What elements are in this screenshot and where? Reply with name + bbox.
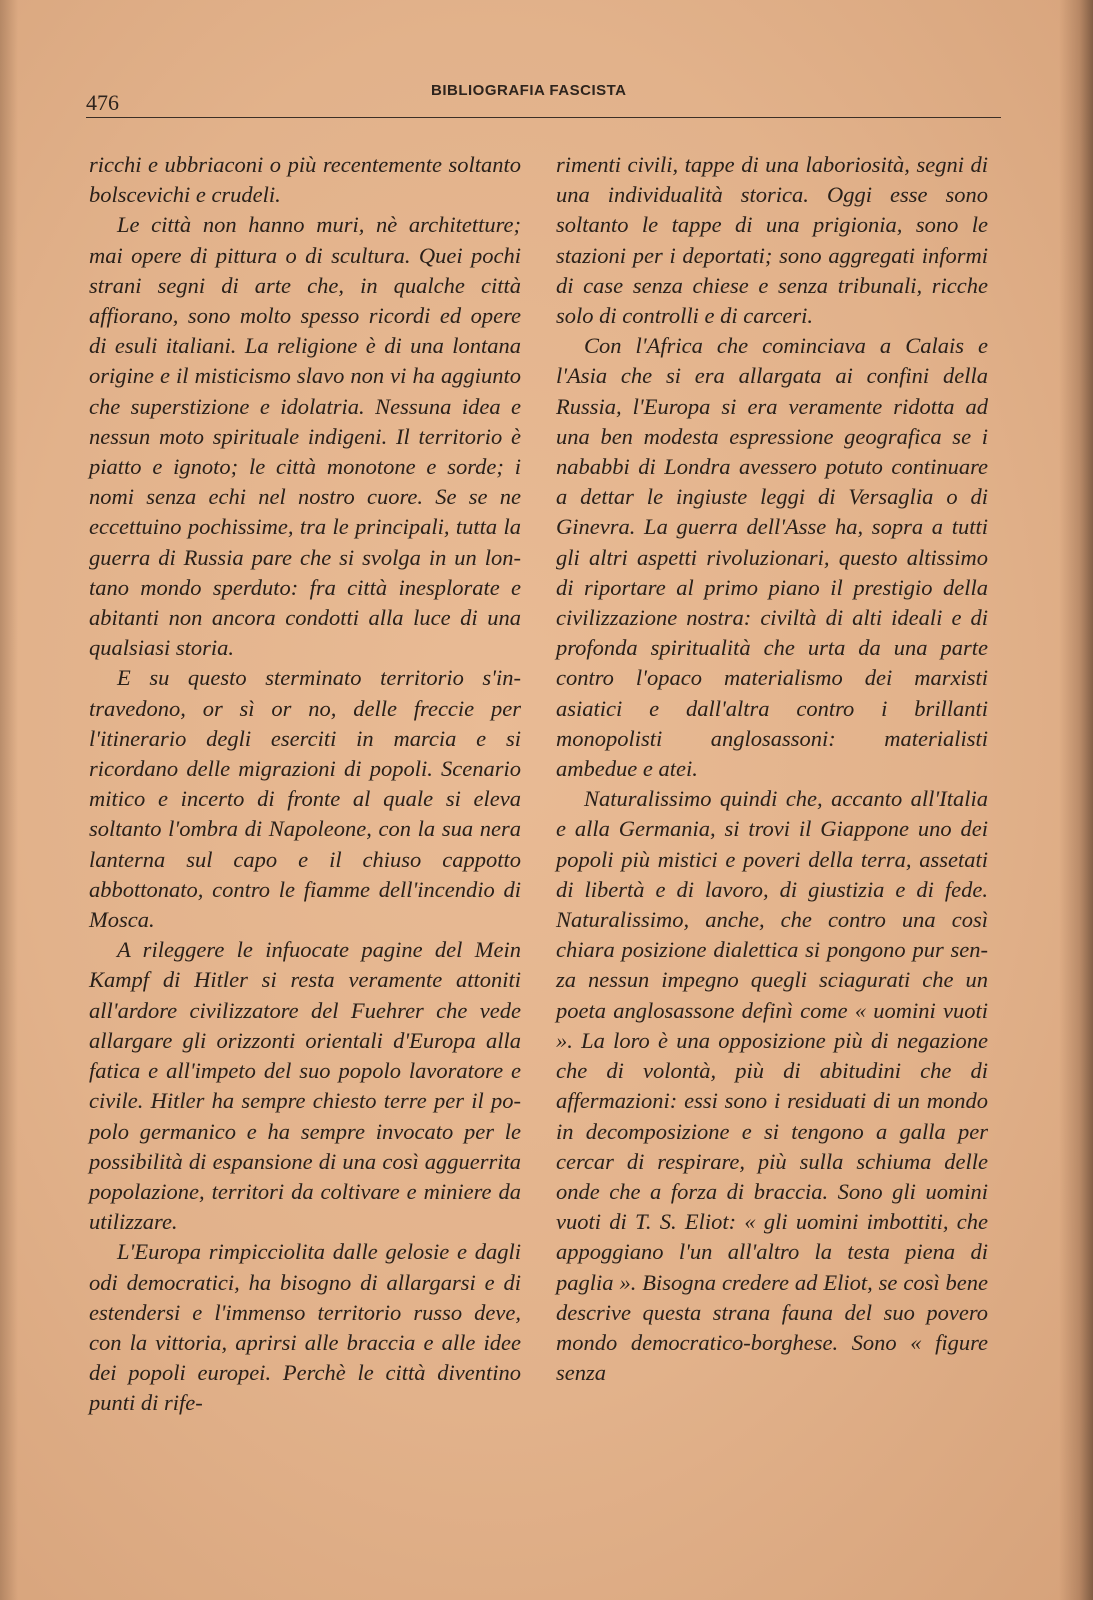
page-shadow-left	[0, 0, 18, 1600]
paragraph: ricchi e ubbriaconi o più recentemente soltanto bolscevichi e crudeli.	[89, 152, 521, 208]
paragraph: Naturalissimo quindi che, accanto all'Italia e alla Germania, si trovi il Giappone uno dei popoli più mistici e poveri della terra, assetati di libertà e di lavoro, di giustizia e di fede. Naturalissimo, anche, che contro una così chiara posizione dialettica si pongono pur senza nessun impegno quegli sciagurati che un poeta anglosassone definì come « uomini vuoti ». La loro è una opposizione più di negazione che di volontà, più di abitudini che di affermazioni: essi sono i residuati di un mondo in decomposizione e si tengono a galla per cercar di respirare, più sulla schiuma delle onde che a forza di braccia. Sono gli uomini vuoti di T. S. Eliot: « gli uomini imbottiti, che appoggiano l'un all'altro la testa piena di paglia ». Bisogna credere ad Eliot, se così bene descrive questa strana fauna del suo povero mondo democratico-borghese. Sono « figure senza	[556, 786, 988, 1386]
header-rule	[86, 117, 1001, 118]
page-number: 476	[86, 90, 119, 115]
paragraph: A rileggere le infuocate pagine del Mein Kampf di Hitler si resta veramente attoniti all'ardore civilizzatore del Fuehrer che vede allargare gli orizzonti orientali d'Europa alla fatica e all'impeto del suo popolo lavoratore e civile. Hitler ha sempre chiesto terre per il popolo germanico e ha sempre invocato per le possibilità di espansione di una così agguerrita popolazione, territori da coltivare e miniere da utilizzare.	[89, 937, 521, 1235]
text-column-right	[556, 150, 988, 1388]
paragraph: Le città non hanno muri, nè architetture; mai opere di pittura o di scultura. Quei pochi strani segni di arte che, in qualche città affiorano, sono molto spesso ricordi ed opere di esuli italiani. La religione è di una lontana origine e il misticismo slavo non vi ha aggiunto che superstizione e idolatria. Nessuna idea e nessun moto spirituale indigeni. Il territorio è piatto e ignoto; le città monotone e sorde; i nomi senza echi nel nostro cuore. Se se ne eccettuino pochissime, tra le principali, tutta la guerra di Russia pare che si svolga in un lontano mondo sperduto: fra città inesplorate e abitanti non ancora condotti alla luce di una qualsiasi storia.	[89, 212, 521, 661]
paragraph: rimenti civili, tappe di una laboriosità, segni di una individualità storica. Oggi esse sono soltanto le tappe di una prigionia, sono le stazioni per i deportati; sono aggregati informi di case senza chiese e senza tribunali, ricche solo di controlli e di carceri.	[556, 152, 988, 329]
page-header	[86, 80, 1001, 120]
paragraph: Con l'Africa che cominciava a Calais e l'Asia che si era allargata ai confini della Russia, l'Europa si era veramente ridotta ad una ben modesta espressione geografica se i nababbi di Londra avessero potuto continuare a dettar le ingiuste leggi di Versaglia o di Ginevra. La guerra dell'Asse ha, sopra a tutti gli altri aspetti rivoluzionari, questo altissimo di riportare al primo piano il prestigio della civilizzazione nostra: civiltà di alti ideali e di profonda spiritualità che urta da una parte contro l'opaco materialismo dei marxisti asiatici e dall'altra contro i brillanti monopolisti anglosassoni: materialisti ambedue e atei.	[556, 333, 988, 782]
paragraph: L'Europa rimpicciolita dalle gelosie e dagli odi democratici, ha bisogno di allargarsi e di estendersi e l'immenso territorio russo deve, con la vittoria, aprirsi alle braccia e alle idee dei popoli europei. Perchè le città diventino punti di rife-	[89, 1239, 521, 1416]
running-head: BIBLIOGRAFIA FASCISTA	[431, 82, 627, 99]
page-shadow-right	[1059, 0, 1093, 1600]
paragraph: E su questo sterminato territorio s'intravedono, or sì or no, delle freccie per l'itinerario degli eserciti in marcia e si ricordano delle migrazioni di popoli. Scenario mitico e incerto di fronte al quale si eleva soltanto l'ombra di Napoleone, con la sua nera lanterna sul capo e il chiuso cappotto abbottonato, contro le fiamme dell'incendio di Mosca.	[89, 665, 521, 933]
text-column-left	[89, 150, 521, 1419]
